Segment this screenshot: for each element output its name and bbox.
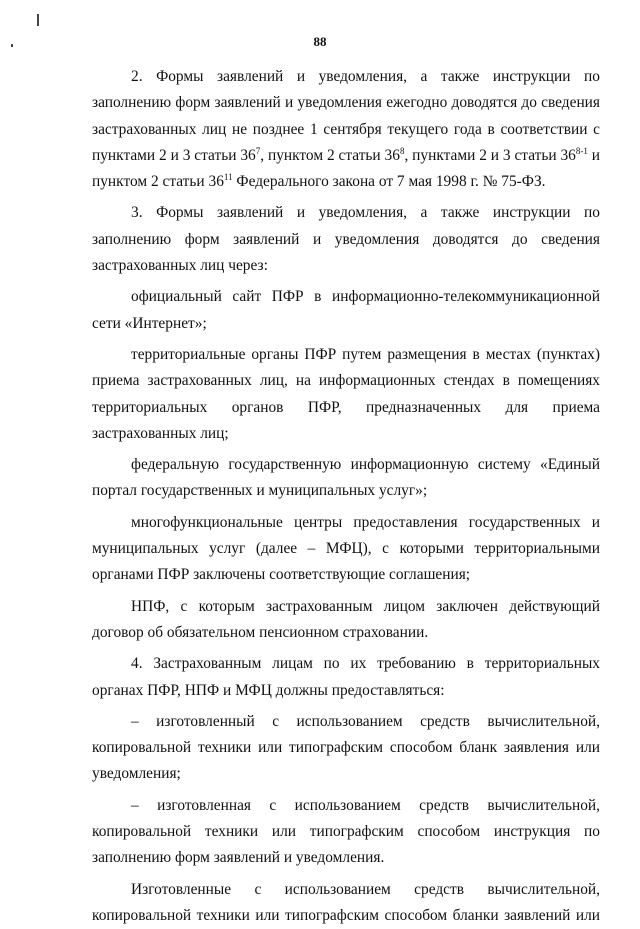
paragraph-2-text-d: и пунктом 2 статьи 36 [92,146,601,191]
paragraph-2-text-b: , пунктом 2 статьи 36 [260,146,400,164]
superscript-8: 8 [399,145,405,156]
superscript-11: 11 [223,172,233,183]
paragraph-3: 3. Формы заявлений и уведомления, а также инструкции по заполнению форм заявлений и уведомления доводятся до сведения застрахованных лиц через: [92,204,600,275]
list-item-territorial-bodies: территориальные органы ПФР путем размещения в местах (пунктах) приема застрахованных лиц, на информационных стендах в помещениях территориальных органов ПФР, предназначенных для приема застрахованных лиц; [92,345,600,442]
superscript-7: 7 [255,145,261,156]
list-item-npf: НПФ, с которым застрахованным лицом заключен действующий договор об обязательном пенсионном страховании. [92,597,600,641]
list-item-official-site: официальный сайт ПФР в информационно-телекоммуникационной сети «Интернет»; [92,288,600,332]
list-item-mfc: многофункциональные центры предоставления государственных и муниципальных услуг (далее – МФЦ), с которыми территориальными органами ПФР заключены соответствующие соглашения; [92,513,600,584]
paragraph-2-text-e: Федерального закона от 7 мая 1998 г. № 75-ФЗ. [232,173,546,191]
page-number: 88 [313,34,327,49]
scan-mark-top [37,14,39,26]
paragraph-2 [92,64,600,195]
document-body [92,64,600,929]
paragraph-2-text-c: , пунктами 2 и 3 статьи 36 [404,146,576,164]
paragraph-5: Изготовленные с использованием средств вычислительной, копировальной техники или типографским способом бланки заявлений или [92,880,600,924]
paragraph-2-text-a: 2. Формы заявлений и уведомления, а также инструкции по заполнению форм заявлений и уведомления ежегодно доводятся до сведения застрахованных лиц не позднее 1 сентября текущего года в соответствии с пунктами 2 и 3 статьи 36 [92,68,600,164]
paragraph-4: 4. Застрахованным лицам по их требованию в территориальных органах ПФР, НПФ и МФЦ должны предоставляться: [92,655,600,699]
dash-item-instruction: – изготовленная с использованием средств вычислительной, копировальной техники или типографским способом инструкция по заполнению форм заявлений и уведомления. [92,796,600,867]
dash-item-blank: – изготовленный с использованием средств вычислительной, копировальной техники или типографским способом бланк заявления или уведомления; [92,712,600,783]
list-item-unified-portal: федеральную государственную информационную систему «Единый портал государственных и муниципальных услуг»; [92,456,600,500]
superscript-8-1: 8-1 [575,145,588,156]
